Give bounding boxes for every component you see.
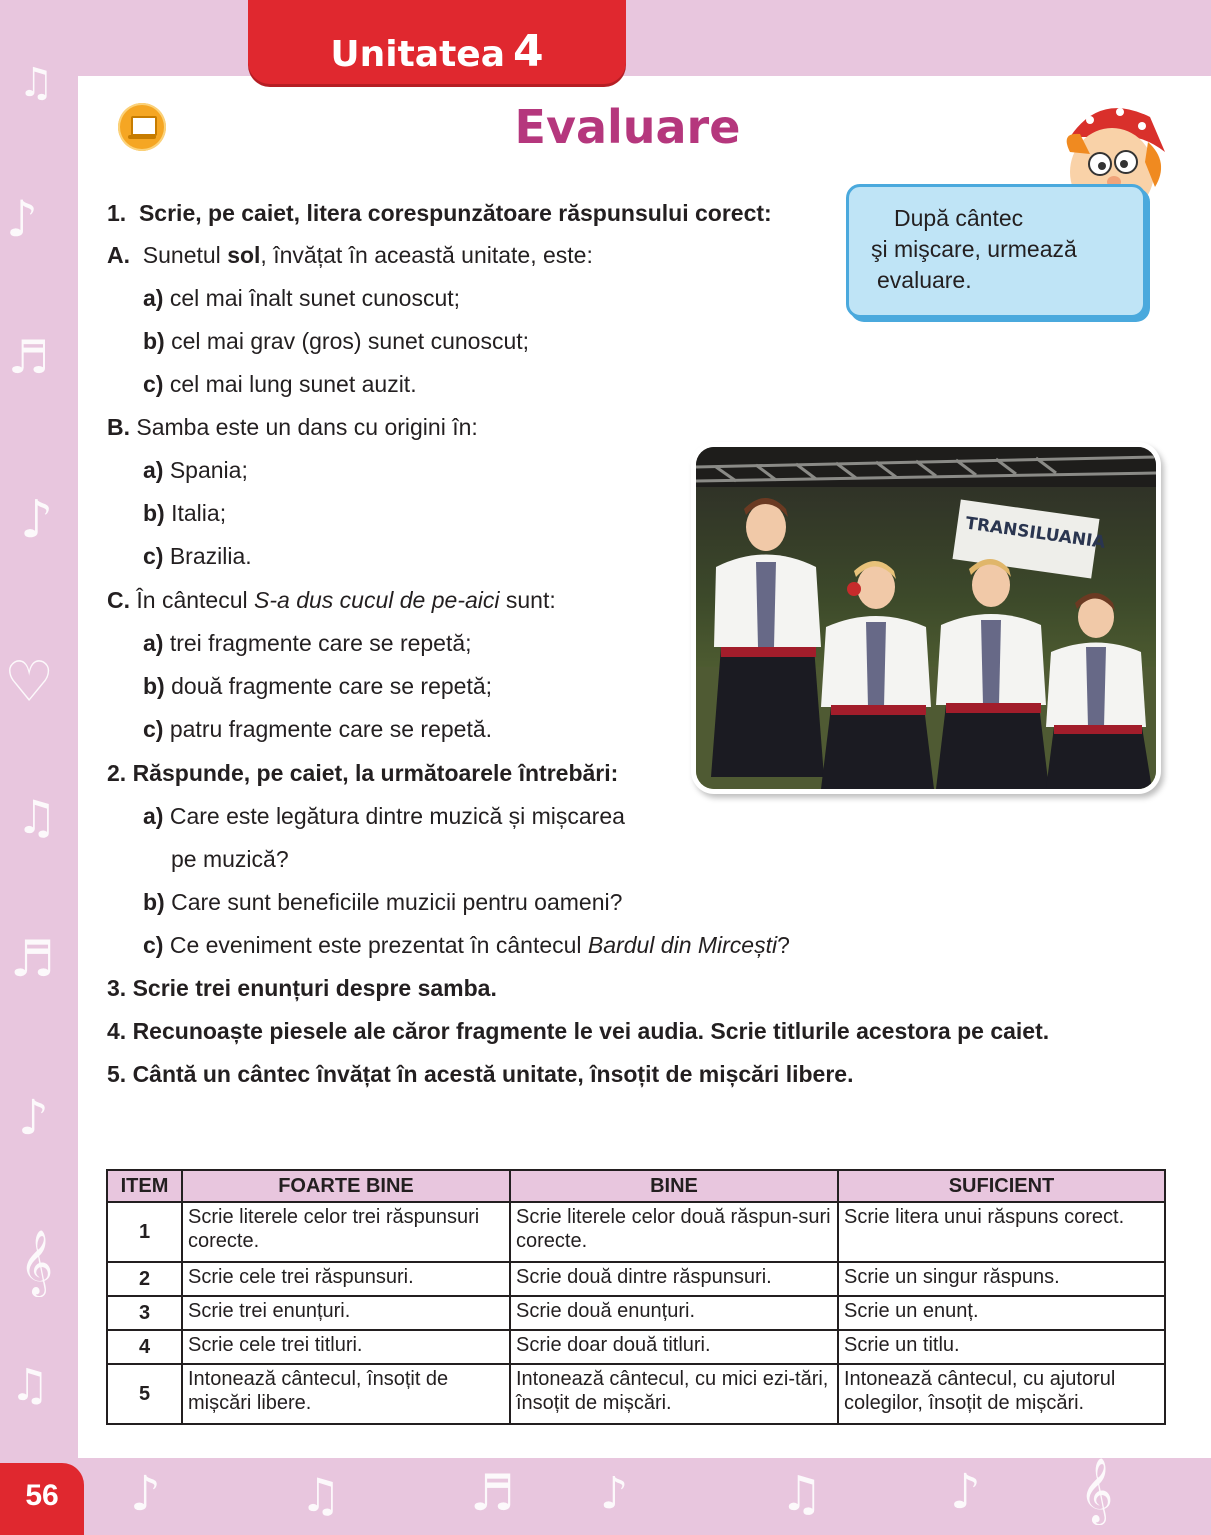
heart-icon: ♡: [4, 650, 55, 715]
option-text: două fragmente care se repetă;: [164, 673, 493, 699]
option: [143, 284, 460, 312]
sub-text: , învățat în această unitate, este:: [260, 242, 593, 268]
table-cell: Scrie doar două titluri.: [510, 1330, 838, 1364]
question-number: 1.: [107, 200, 127, 226]
option-letter: a): [143, 285, 164, 311]
question-1: [107, 199, 772, 227]
option: [143, 629, 472, 657]
sub-text: Sunetul: [142, 242, 228, 268]
column-header: FOARTE BINE: [182, 1170, 510, 1202]
option: [143, 672, 492, 700]
option-letter: a): [143, 630, 164, 656]
treble-clef-icon: 𝄞: [1080, 1458, 1114, 1523]
option: [143, 499, 226, 527]
unit-label: [248, 26, 626, 77]
question-2: 2. Răspunde, pe caiet, la următoarele întrebări:: [107, 760, 619, 786]
question-4: 4. Recunoaște piesele ale căror fragmente le vei audia. Scrie titlurile acestora pe caiet.: [107, 1018, 1050, 1044]
music-note-icon: ♫: [10, 1360, 50, 1411]
option-text: patru fragmente care se repetă.: [163, 716, 493, 742]
page-number-badge: [0, 1463, 84, 1535]
option-text: Care sunt beneficiile muzicii pentru oameni?: [164, 889, 623, 915]
option-text: Brazilia.: [163, 543, 252, 569]
guitar-icon: ♬: [8, 330, 50, 384]
unit-number: 4: [513, 26, 544, 77]
option-text: ?: [777, 932, 790, 958]
page-title: Evaluare: [514, 100, 741, 154]
option-letter: b): [143, 673, 165, 699]
option-letter: c): [143, 543, 164, 569]
option-letter: a): [143, 457, 164, 483]
option-letter: b): [143, 500, 165, 526]
table-cell: Scrie un enunț.: [838, 1296, 1165, 1330]
table-row: [107, 1364, 1165, 1424]
table-cell: Scrie cele trei răspunsuri.: [182, 1262, 510, 1296]
table-cell: Intonează cântecul, cu mici ezi-tări, însoțit de mișcări.: [510, 1364, 838, 1424]
option: [143, 802, 625, 830]
table-cell: Scrie două dintre răspunsuri.: [510, 1262, 838, 1296]
table-cell: Scrie litera unui răspuns corect.: [838, 1202, 1165, 1262]
bottom-decor-strip: [0, 1458, 1211, 1535]
table-cell: Scrie cele trei titluri.: [182, 1330, 510, 1364]
item-cell: 3: [107, 1296, 182, 1330]
evaluation-table: [106, 1169, 1164, 1425]
music-note-icon: ♪: [950, 1464, 981, 1520]
item-cell: 4: [107, 1330, 182, 1364]
music-note-icon: ♫: [780, 1466, 824, 1522]
music-note-icon: ♫: [300, 1468, 342, 1522]
sub-text: Samba este un dans cu origini în:: [130, 414, 478, 440]
option: [143, 542, 252, 570]
table-header-row: [107, 1170, 1165, 1202]
music-note-icon: ♪: [130, 1466, 161, 1522]
table-row: [107, 1262, 1165, 1296]
song-title: S-a dus cucul de pe-aici: [254, 587, 500, 613]
item-cell: 2: [107, 1262, 182, 1296]
speech-bubble: [846, 184, 1146, 318]
unit-label-text: Unitatea: [330, 34, 505, 75]
question-text: Scrie, pe caiet, litera corespunzătoare răspunsului corect:: [138, 200, 772, 226]
option: [143, 888, 622, 916]
music-note-icon: ♪: [18, 1090, 49, 1146]
table-cell: Scrie literele celor trei răspunsuri corecte.: [182, 1202, 510, 1262]
option-text: cel mai grav (gros) sunet cunoscut;: [164, 328, 530, 354]
option-letter: c): [143, 371, 164, 397]
music-note-icon: ♫: [16, 790, 58, 844]
option: [143, 370, 417, 398]
option-continuation: pe muzică?: [171, 846, 289, 872]
dancers-photo: [696, 447, 1156, 789]
table-cell: Scrie literele celor două răspun-suri corecte.: [510, 1202, 838, 1262]
sub-bold: sol: [227, 242, 261, 268]
left-decor-strip: [0, 0, 78, 1535]
table-cell: Scrie un titlu.: [838, 1330, 1165, 1364]
option: [143, 931, 790, 959]
option-text: Spania;: [163, 457, 248, 483]
sub-letter: A.: [107, 242, 130, 268]
column-header: ITEM: [107, 1170, 182, 1202]
sub-text: sunt:: [499, 587, 556, 613]
music-note-icon: ♪: [6, 190, 38, 248]
option-letter: a): [143, 803, 164, 829]
option: [143, 456, 248, 484]
sub-letter: C.: [107, 587, 130, 613]
keyboard-icon: ♪: [600, 1468, 629, 1519]
music-note-icon: ♫: [18, 60, 54, 106]
song-title: Bardul din Mircești: [587, 932, 778, 958]
table-row: [107, 1296, 1165, 1330]
table-cell: Intonează cântecul, cu ajutorul colegilor, însoțit de mișcări.: [838, 1364, 1165, 1424]
guitar-icon: ♬: [10, 930, 55, 988]
item-cell: 1: [107, 1202, 182, 1262]
option-letter: b): [143, 328, 165, 354]
option-text: Ce eveniment este prezentat în cântecul: [163, 932, 588, 958]
table-cell: Scrie un singur răspuns.: [838, 1262, 1165, 1296]
question-1b: [107, 413, 478, 441]
question-1c: [107, 586, 556, 614]
bubble-line: şi mişcare, urmează: [871, 236, 1077, 262]
photo-banner-text: TRANSILUANIA: [964, 513, 1107, 553]
table-cell: Scrie două enunțuri.: [510, 1296, 838, 1330]
table-row: [107, 1330, 1165, 1364]
option-text: cel mai lung sunet auzit.: [163, 371, 417, 397]
dancers-photo-illustration: [696, 447, 1156, 789]
table-row: [107, 1202, 1165, 1262]
option-letter: c): [143, 932, 164, 958]
option-text: cel mai înalt sunet cunoscut;: [163, 285, 461, 311]
music-note-icon: ♪: [20, 490, 54, 550]
table-cell: Intonează cântecul, însoțit de mișcări libere.: [182, 1364, 510, 1424]
bubble-line: evaluare.: [877, 267, 972, 293]
sub-text: În cântecul: [130, 587, 255, 613]
music-note-icon: ♬: [470, 1464, 515, 1522]
option-text: Italia;: [164, 500, 227, 526]
option-letter: b): [143, 889, 165, 915]
unit-tab: [248, 0, 626, 84]
bubble-line: După cântec: [894, 205, 1024, 231]
treble-clef-icon: 𝄞: [20, 1230, 54, 1295]
option-text: trei fragmente care se repetă;: [163, 630, 472, 656]
page-number: 56: [25, 1479, 59, 1512]
table-cell: Scrie trei enunțuri.: [182, 1296, 510, 1330]
item-cell: 5: [107, 1364, 182, 1424]
option-text: Care este legătura dintre muzică și mișcarea: [163, 803, 625, 829]
question-1a: [107, 241, 593, 269]
question-3: 3. Scrie trei enunțuri despre samba.: [107, 975, 497, 1001]
question-5: 5. Cântă un cântec învățat în acestă unitate, însoțit de mișcări libere.: [107, 1061, 854, 1087]
option: [143, 715, 492, 743]
column-header: BINE: [510, 1170, 838, 1202]
sub-letter: B.: [107, 414, 130, 440]
option-letter: c): [143, 716, 164, 742]
column-header: SUFICIENT: [838, 1170, 1165, 1202]
option: [143, 327, 529, 355]
